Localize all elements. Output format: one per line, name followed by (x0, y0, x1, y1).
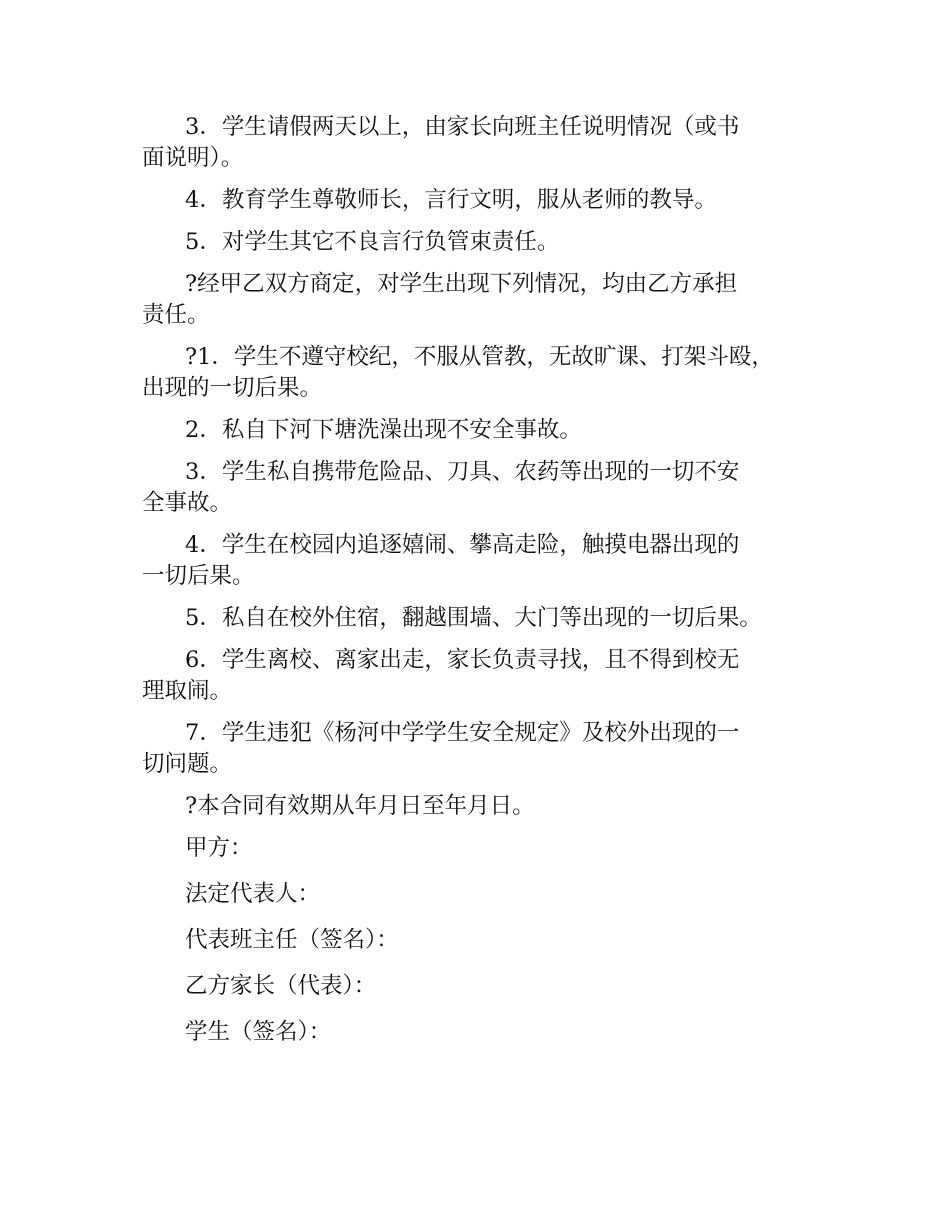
liability-item-5: 5．私自在校外住宿，翻越围墙、大门等出现的一切后果。 (185, 605, 762, 631)
liability-intro: ?经甲乙双方商定，对学生出现下列情况，均由乙方承担 责任。 (142, 271, 738, 328)
clause-parent-duty-5: 5．对学生其它不良言行负管束责任。 (185, 229, 560, 255)
liability-item-7: 7．学生违犯《杨河中学学生安全规定》及校外出现的一 切问题。 (142, 720, 740, 777)
liability-item-2: 2．私自下河下塘洗澡出现不安全事故。 (185, 417, 582, 443)
liability-item-6: 6．学生离校、离家出走，家长负责寻找，且不得到校无 理取闹。 (142, 647, 740, 704)
liability-item-1: ?1．学生不遵守校纪，不服从管教，无故旷课、打架斗殴， 出现的一切后果。 (142, 344, 774, 401)
signature-party-b-parent: 乙方家长（代表）： (185, 973, 377, 999)
liability-item-4: 4．学生在校园内追逐嬉闹、攀高走险，触摸电器出现的 一切后果。 (142, 532, 740, 589)
signature-legal-representative: 法定代表人： (185, 881, 321, 907)
signature-head-teacher: 代表班主任（签名）： (185, 927, 399, 953)
clause-parent-duty-4: 4．教育学生尊敬师长，言行文明，服从老师的教导。 (185, 187, 717, 213)
document-body (142, 112, 822, 1063)
clause-parent-duty-3: 3．学生请假两天以上，由家长向班主任说明情况（或书 面说明）。 (142, 114, 740, 171)
contract-validity: ?本合同有效期从年月日至年月日。 (185, 793, 535, 819)
signature-student: 学生（签名）： (185, 1019, 332, 1045)
signature-party-a: 甲方： (185, 835, 253, 861)
liability-item-3: 3．学生私自携带危险品、刀具、农药等出现的一切不安 全事故。 (142, 459, 740, 516)
